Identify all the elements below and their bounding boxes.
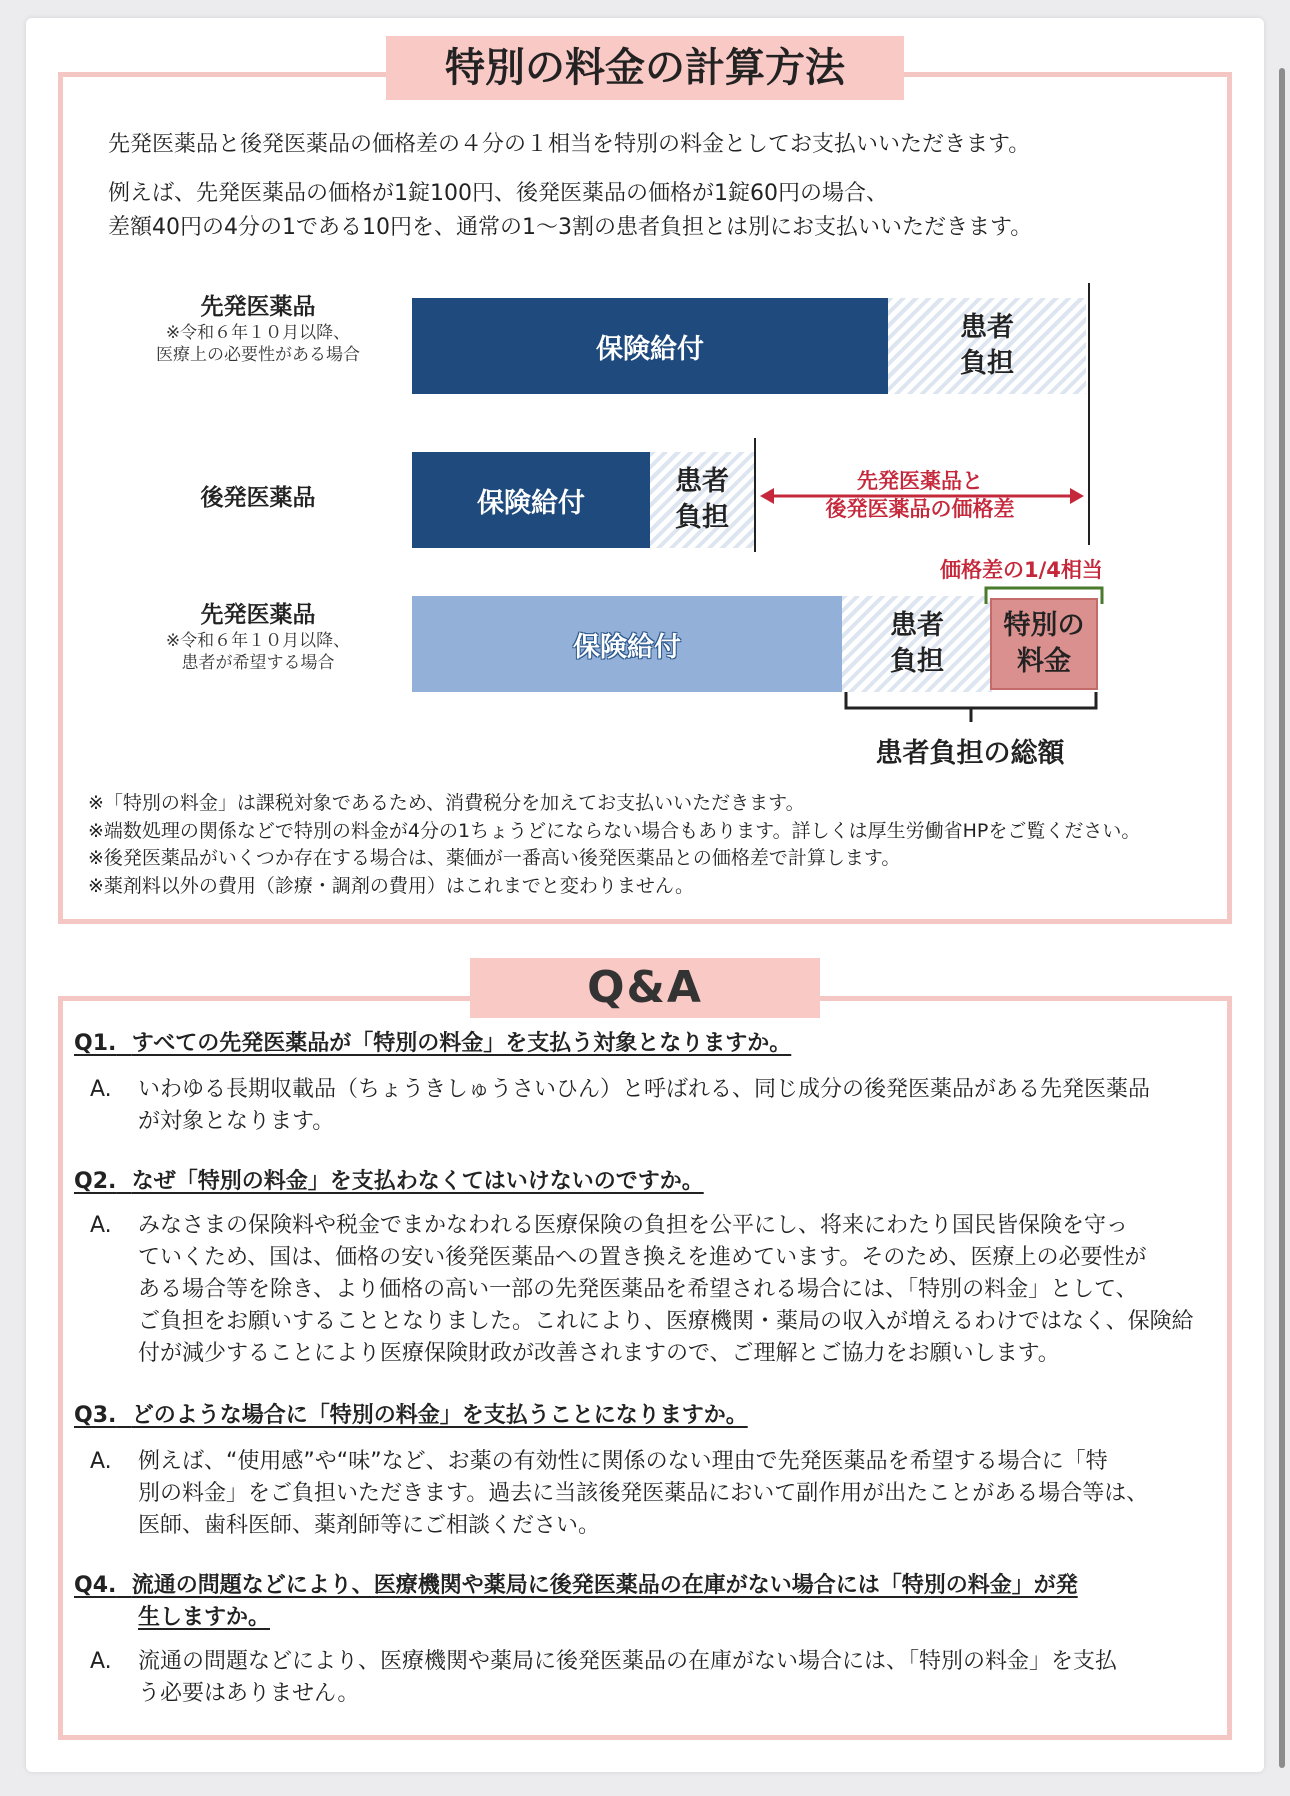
- question-prefix: Q4.: [74, 1573, 117, 1598]
- intro-line-3: 差額40円の4分の1である10円を、通常の1～3割の患者負担とは別にお支払いいただきます。: [108, 215, 1033, 240]
- question-prefix: Q1.: [74, 1031, 117, 1056]
- answer-line: ていくため、国は、価格の安い後発医薬品への置き換えを進めています。そのため、医療上の必要性が: [138, 1245, 1147, 1270]
- answer-prefix: A.: [90, 1449, 112, 1474]
- answer-2: [90, 1210, 1212, 1370]
- insurance-benefit-bar: 保険給付: [412, 452, 650, 548]
- note-line: ※薬剤料以外の費用（診療・調剤の費用）はこれまでと変わりません。: [88, 874, 695, 897]
- row-label-main: 先発医薬品: [200, 602, 316, 628]
- total-bracket: [846, 692, 1096, 722]
- note-line: ※端数処理の関係などで特別の料金が4分の1ちょうどにならない場合もあります。詳しくは厚生労働省HPをご覧ください。: [88, 819, 1141, 842]
- answer-line: 流通の問題などにより、医療機関や薬局に後発医薬品の在庫がない場合には、「特別の料金」を支払: [138, 1649, 1118, 1674]
- answer-line: う必要はありません。: [138, 1681, 360, 1706]
- patient-burden-label: 患者: [675, 466, 729, 497]
- answer-3: [90, 1446, 1212, 1542]
- answer-line: みなさまの保険料や税金でまかなわれる医療保険の負担を公平にし、将来にわたり国民皆保険を守っ: [138, 1213, 1129, 1238]
- price-diff-label-line: 後発医薬品の価格差: [825, 497, 1015, 521]
- patient-burden-label: 負担: [675, 502, 729, 533]
- question-text: なぜ「特別の料金」を支払わなくてはいけないのですか。: [131, 1169, 704, 1194]
- question-4: [74, 1570, 1214, 1634]
- answer-line: ある場合等を除き、より価格の高い一部の先発医薬品を希望される場合には、「特別の料金」として、: [138, 1277, 1138, 1302]
- row-label-main: 後発医薬品: [200, 485, 316, 511]
- intro-line-1: 先発医薬品と後発医薬品の価格差の４分の１相当を特別の料金としてお支払いいただきます。: [108, 132, 1031, 157]
- question-text: すべての先発医薬品が「特別の料金」を支払う対象となりますか。: [131, 1031, 792, 1056]
- answer-line: 医師、歯科医師、薬剤師等にご相談ください。: [138, 1513, 601, 1538]
- calculation-title: 特別の料金の計算方法: [386, 36, 904, 100]
- question-prefix: Q2.: [74, 1169, 117, 1194]
- row-label-sub: 医療上の必要性がある場合: [156, 345, 360, 365]
- answer-line: 別の料金」をご負担いただきます。過去に当該後発医薬品において副作用が出たことがある場合等は、: [138, 1481, 1149, 1506]
- price-diff-label-line: 先発医薬品と: [857, 469, 983, 493]
- row-label-sub: 患者が希望する場合: [181, 653, 335, 673]
- patient-burden-label: 患者: [960, 312, 1014, 343]
- qa-title: Q&A: [470, 958, 820, 1018]
- question-2: [74, 1166, 704, 1198]
- answer-line: いわゆる長期収載品（ちょうきしゅうさいひん）と呼ばれる、同じ成分の後発医薬品がある先発医薬品: [138, 1077, 1151, 1102]
- note-line: ※「特別の料金」は課税対象であるため、消費税分を加えてお支払いいただきます。: [88, 792, 805, 814]
- patient-burden-label: 負担: [960, 348, 1014, 379]
- special-fee-label: 特別の: [1003, 610, 1085, 641]
- total-burden-label: 患者負担の総額: [875, 738, 1065, 769]
- insurance-benefit-bar: 保険給付: [412, 596, 842, 692]
- note-line: ※後発医薬品がいくつか存在する場合は、薬価が一番高い後発医薬品との価格差で計算します。: [88, 847, 901, 869]
- notes: [88, 790, 1140, 900]
- question-text: どのような場合に「特別の料金」を支払うことになりますか。: [131, 1403, 748, 1428]
- row-label-main: 先発医薬品: [200, 294, 316, 320]
- question-text: 生しますか。: [138, 1605, 271, 1630]
- answer-line: 例えば、“使用感”や“味”など、お薬の有効性に関係のない理由で先発医薬品を希望する場合に「特: [138, 1449, 1108, 1474]
- answer-line: ご負担をお願いすることとなりました。これにより、医療機関・薬局の収入が増えるわけではなく、保険給: [138, 1309, 1194, 1334]
- question-3: [74, 1400, 748, 1432]
- question-prefix: Q3.: [74, 1403, 117, 1428]
- intro-line-2: 例えば、先発医薬品の価格が1錠100円、後発医薬品の価格が1錠60円の場合、: [108, 181, 888, 206]
- answer-line: が対象となります。: [138, 1109, 335, 1134]
- quarter-label: 価格差の1/4相当: [940, 558, 1103, 582]
- quarter-bracket: [986, 588, 1102, 604]
- question-text: 流通の問題などにより、医療機関や薬局に後発医薬品の在庫がない場合には「特別の料金」が発: [131, 1573, 1078, 1598]
- question-1: [74, 1028, 791, 1060]
- price-diff-label: [790, 467, 1050, 523]
- row-label-sub: ※令和６年１０月以降、: [165, 631, 351, 651]
- answer-1: [90, 1074, 1212, 1138]
- answer-prefix: A.: [90, 1649, 112, 1674]
- answer-prefix: A.: [90, 1213, 112, 1238]
- patient-burden-label: 患者: [890, 610, 944, 641]
- row-label-sub: ※令和６年１０月以降、: [165, 323, 351, 343]
- answer-4: [90, 1646, 1212, 1710]
- answer-prefix: A.: [90, 1077, 112, 1102]
- patient-burden-label: 負担: [890, 646, 944, 677]
- insurance-benefit-bar: 保険給付: [412, 298, 888, 394]
- answer-line: 付が減少することにより医療保険財政が改善されますので、ご理解とご協力をお願いします。: [138, 1341, 1060, 1366]
- special-fee-label: 料金: [1017, 646, 1071, 677]
